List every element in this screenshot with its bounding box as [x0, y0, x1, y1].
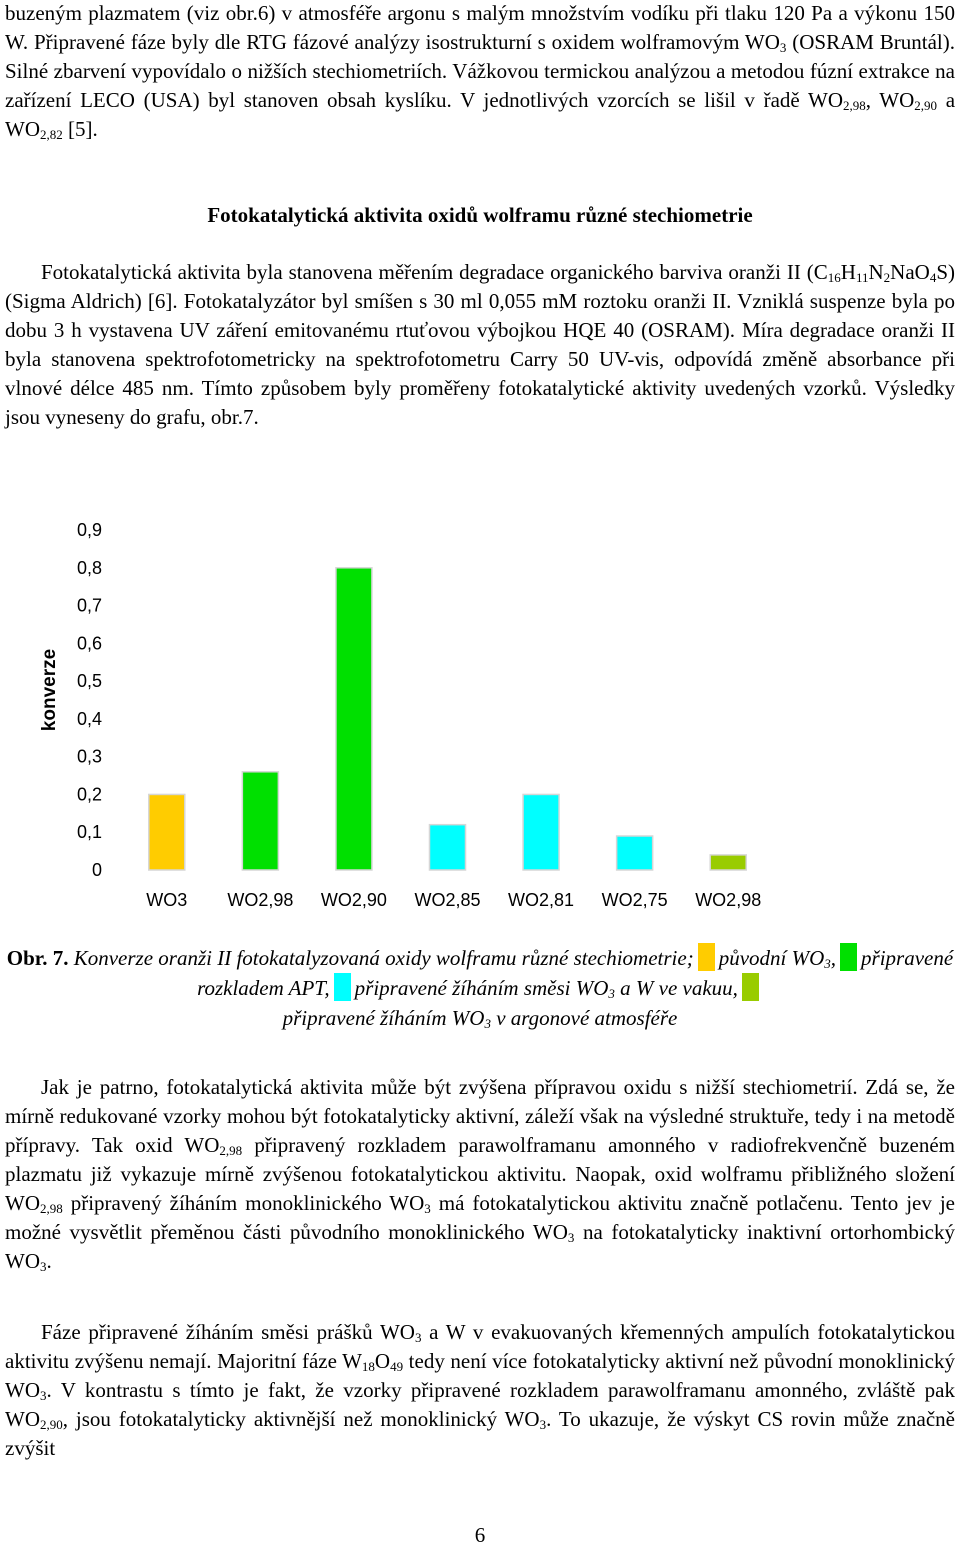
y-tick-label: 0,3: [76, 746, 102, 767]
text-run: Konverze oranži II fotokatalyzovaná oxidy wolframu různé stechiometrie;: [68, 946, 694, 970]
text-run: Fotokatalytická aktivita byla stanovena měřením degradace organického barviva oranži II (C: [41, 260, 828, 284]
text-run: N: [868, 260, 884, 284]
subscript: 18: [361, 1359, 375, 1374]
subscript: 4: [929, 270, 937, 285]
text-run: O: [374, 1349, 391, 1373]
text-run: .: [46, 1249, 52, 1273]
paragraph-2: [5, 258, 955, 432]
y-axis-title: konverze: [39, 648, 60, 732]
text-run: ,: [830, 946, 837, 970]
text-run: . To ukazuje, že výskyt CS rovin může značně zvýšit: [5, 1407, 955, 1460]
text-run: připravený žíháním monoklinického WO: [62, 1191, 425, 1215]
x-category-label: WO2,98: [695, 890, 762, 910]
text-run: v argonové atmosféře: [490, 1006, 678, 1030]
text-run: NaO: [890, 260, 930, 284]
bar-4: [430, 825, 466, 870]
text-run: připravené rozkladem APT,: [197, 946, 954, 1000]
legend-swatch-vacuum: [334, 973, 351, 1001]
subscript: 2,98: [219, 1143, 243, 1158]
y-tick-label: 0,2: [76, 784, 102, 805]
bar-6: [617, 836, 653, 870]
text-run: a WO: [5, 88, 956, 141]
text-run: Jak je patrno, fotokatalytická aktivita může být zvýšena přípravou oxidu s nižší stechiometrií. Zdá se, že mírně redukované vzorky mohou být fotokatalyticky aktivní, záleží však na výsledné struktuře, tedy i na metodě přípravy. Tak oxid WO: [5, 1075, 955, 1157]
subscript: 2,98: [40, 1201, 63, 1216]
x-category-label: WO2,81: [508, 890, 575, 910]
x-category-label: WO2,90: [320, 890, 387, 910]
subscript: 3: [40, 1388, 47, 1403]
subscript: 2: [883, 270, 891, 285]
text-run: [5].: [62, 117, 98, 141]
caption-label: Obr. 7.: [6, 946, 69, 970]
x-category-label: WO2,85: [414, 890, 481, 910]
bar-2: [242, 772, 278, 870]
text-run: buzeným plazmatem (viz obr.6) v atmosféře argonu s malým množstvím vodíku při tlaku 120 Pa a výkonu 150 W. Připravené fáze byly dle RTG fázové analýzy isostrukturní s oxidem wolframovým WO: [5, 1, 955, 54]
text-run: má fotokatalytickou aktivitu značně potlačenu. Tento jev je možné vysvětlit přeměnou části původního monoklinického WO: [5, 1191, 955, 1244]
x-category-label: WO3: [146, 890, 188, 910]
subscript: 2,90: [914, 98, 938, 113]
bar-7: [710, 855, 746, 870]
bar-1: [149, 794, 185, 870]
y-tick-label: 0,7: [76, 595, 102, 616]
subscript: 3: [40, 1259, 47, 1274]
subscript: 3: [567, 1230, 575, 1245]
subscript: 11: [855, 270, 869, 285]
paragraph-4: [5, 1318, 955, 1463]
subscript: 2,90: [40, 1417, 63, 1432]
x-category-label: WO2,75: [601, 890, 668, 910]
legend-swatch-original: [698, 943, 715, 971]
legend-swatch-apt: [840, 943, 857, 971]
figure-caption: [0, 943, 960, 1033]
y-tick-label: 0,6: [76, 633, 102, 654]
text-run: tedy není více fotokatalyticky aktivní než původní monoklinický WO: [5, 1349, 955, 1402]
x-category-label: WO2,98: [227, 890, 294, 910]
y-tick-label: 0,1: [76, 822, 102, 843]
text-run: H: [840, 260, 856, 284]
subscript: 2,98: [843, 98, 866, 113]
subscript: 3: [824, 956, 831, 971]
text-run: připravené žíháním WO: [282, 1006, 485, 1030]
subscript: 3: [484, 1016, 491, 1031]
text-run: na fotokatalyticky inaktivní ortorhombický WO: [5, 1220, 955, 1273]
y-tick-label: 0,5: [76, 671, 102, 692]
subscript: 3: [414, 1330, 422, 1345]
subscript: 3: [539, 1417, 547, 1432]
text-run: , jsou fotokatalyticky aktivnější než monoklinický WO: [62, 1407, 540, 1431]
legend-swatch-argon: [742, 973, 759, 1001]
section-heading: Fotokatalytická aktivita oxidů wolframu různé stechiometrie: [207, 203, 753, 227]
text-run: připravené žíháním směsi WO: [354, 976, 609, 1000]
y-tick-label: 0: [91, 860, 102, 880]
text-run: připravený rozkladem parawolframanu amonného v radiofrekvenčně buzeném plazmatu již vykazuje mírně zvýšenou fotokatalytickou aktivitu. Naopak, oxid wolframu přibližného složení WO: [5, 1133, 955, 1215]
text-run: Fáze připravené žíháním směsi prášků WO: [41, 1320, 415, 1344]
text-run: původní WO: [718, 946, 825, 970]
paragraph-1: [5, 0, 955, 144]
paragraph-3: [5, 1073, 955, 1276]
y-tick-label: 0,9: [76, 520, 102, 540]
bar-5: [523, 794, 559, 870]
subscript: 49: [390, 1359, 404, 1374]
bar-3: [336, 568, 372, 870]
conversion-bar-chart: [30, 500, 790, 920]
y-tick-label: 0,4: [76, 708, 102, 729]
text-run: (OSRAM Bruntál). Silné zbarvení vypovídalo o nižších stechiometriích. Vážkovou termickou analýzou a metodou fúzní extrakce na zařízení LECO (USA) byl stanoven obsah kyslíku. V jednotlivých vzorcích se lišil v řadě WO: [5, 30, 955, 112]
subscript: 3: [424, 1201, 431, 1216]
subscript: 3: [608, 986, 615, 1001]
text-run: S) (Sigma Aldrich) [6]. Fotokatalyzátor byl smíšen s 30 ml 0,055 mM roztoku oranži II. Vzniklá suspenze byla po dobu 3 h vystavena UV záření emitovanému rtuťovou výbojkou HQE 40 (OSRAM). Míra degradace oranži II byla stanovena spektrofotometricky na spektrofotometru Carry 50 UV-vis, odpovídá změně absorbance při vlnové délce 485 nm. Tímto způsobem byly proměřeny fotokatalytické aktivity uvedených vzorků. Výsledky jsou vyneseny do grafu, obr.7.: [5, 260, 955, 429]
text-run: a W ve vakuu,: [614, 976, 738, 1000]
subscript: 16: [827, 270, 841, 285]
y-tick-label: 0,8: [76, 557, 102, 578]
subscript: 2,82: [40, 127, 63, 142]
text-run: . V kontrastu s tímto je fakt, že vzorky připravené rozkladem parawolframanu amonného, zvláště pak WO: [5, 1378, 955, 1431]
page-number: 6: [474, 1523, 486, 1547]
text-run: a W v evakuovaných křemenných ampulích fotokatalytickou aktivitu zvýšenu nemají. Majoritní fáze W: [5, 1320, 956, 1373]
subscript: 3: [779, 40, 787, 55]
text-run: , WO: [865, 88, 915, 112]
